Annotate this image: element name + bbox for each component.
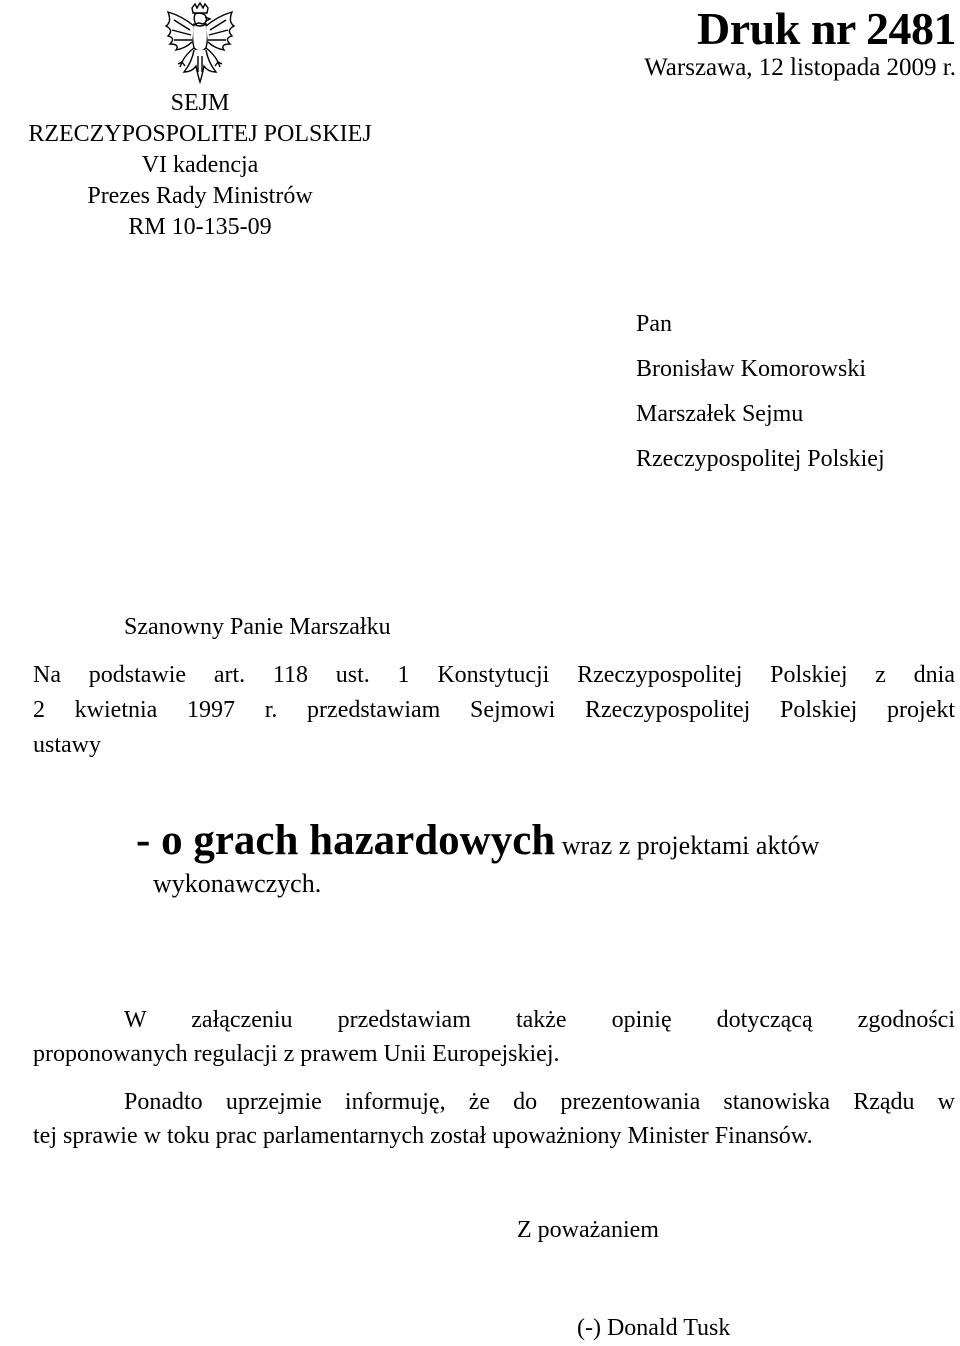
institution-header [0,88,400,243]
institution-line: RZECZYPOSPOLITEJ POLSKIEJ [28,121,372,147]
greeting: Szanowny Panie Marszałku [124,614,391,640]
addressee-line: Rzeczypospolitej Polskiej [636,446,885,472]
institution-line: VI kadencja [141,152,259,178]
closing-salutation: Z poważaniem [517,1217,659,1243]
bill-title-block [136,817,820,903]
paragraph-line: W załączeniu przedstawiam także opinię dotyczącą zgodności [124,1007,955,1033]
addressee-line: Marszałek Sejmu [636,401,804,427]
paragraph-representation [33,1085,955,1153]
place-date: Warszawa, 12 listopada 2009 r. [644,54,956,81]
addressee-block [636,302,885,482]
document-number: Druk nr 2481 [697,3,956,54]
paragraph-line: Ponadto uprzejmie informuję, że do prezentowania stanowiska Rządu w [124,1089,955,1115]
bill-suffix: wraz z projektami aktów [555,831,820,860]
polish-eagle-emblem-icon [162,2,238,86]
reference-number: RM 10-135-09 [128,214,272,240]
paragraph-line: 2 kwietnia 1997 r. przedstawiam Sejmowi Rzeczypospolitej Polskiej projekt [33,697,955,723]
institution-line: SEJM [170,90,230,116]
addressee-line: Bronisław Komorowski [636,356,866,382]
paragraph-attachment [33,1003,955,1071]
bill-suffix-line2: wykonawczych. [153,869,322,898]
addressee-line: Pan [636,311,672,337]
paragraph-line: proponowanych regulacji z prawem Unii Europejskiej. [33,1041,560,1067]
paragraph-line: ustawy [33,732,101,758]
institution-line: Prezes Rady Ministrów [87,183,313,209]
bill-title: - o grach hazardowych [136,817,556,864]
signature: (-) Donald Tusk [577,1315,731,1341]
paragraph-line: tej sprawie w toku prac parlamentarnych został upoważniony Minister Finansów. [33,1123,813,1149]
paragraph-line: Na podstawie art. 118 ust. 1 Konstytucji Rzeczypospolitej Polskiej z dnia [33,662,955,688]
paragraph-intro [33,658,955,763]
